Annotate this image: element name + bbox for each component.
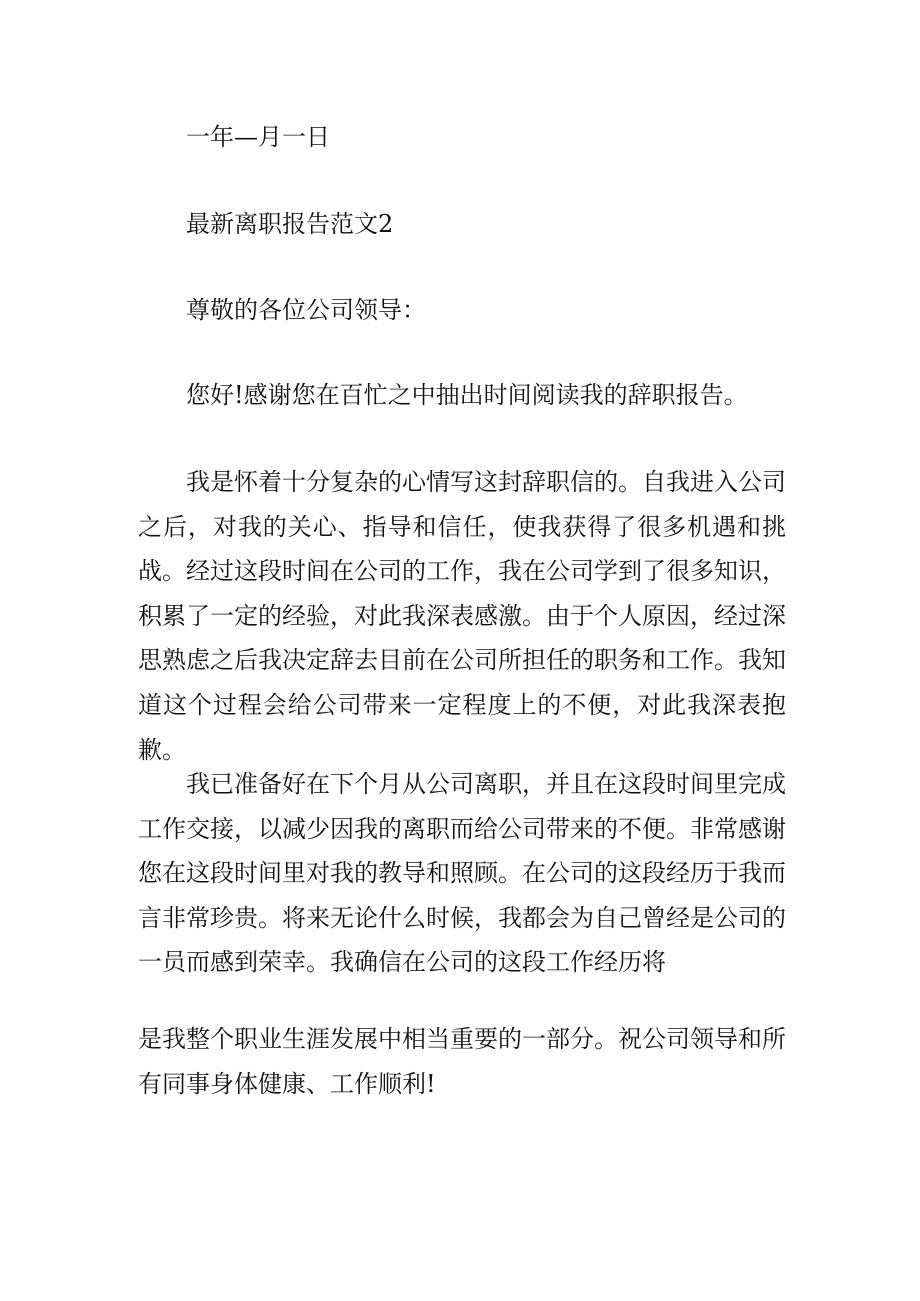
paragraph-1: 我是怀着十分复杂的心情写这封辞职信的。自我进入公司之后，对我的关心、指导和信任，使我获得了很多机遇和挑战。经过这段时间在公司的工作，我在公司学到了很多知识，积累了一定的经验，对此我深表感激。由于个人原因，经过深思熟虑之后我决定辞去目前在公司所担任的职务和工作。我知道这个过程会给公司带来一定程度上的不便，对此我深表抱歉。 — [138, 468, 786, 764]
salutation: 尊敬的各位公司领导： — [186, 296, 426, 324]
greeting: 您好!感谢您在百忙之中抽出时间阅读我的辞职报告。 — [186, 381, 748, 409]
document-title: 最新离职报告范文2 — [186, 210, 394, 238]
paragraph-3: 是我整个职业生涯发展中相当重要的一部分。祝公司领导和所有同事身体健康、工作顺利! — [138, 1025, 786, 1098]
paragraph-2: 我已准备好在下个月从公司离职，并且在这段时间里完成工作交接，以减少因我的离职而给公司带来的不便。非常感谢您在这段时间里对我的教导和照顾。在公司的这段经历于我而言非常珍贵。将来无论什么时候，我都会为自己曾经是公司的一员而感到荣幸。我确信在公司的这段工作经历将 — [138, 770, 786, 977]
date-line: 一年—月一日 — [186, 123, 330, 151]
